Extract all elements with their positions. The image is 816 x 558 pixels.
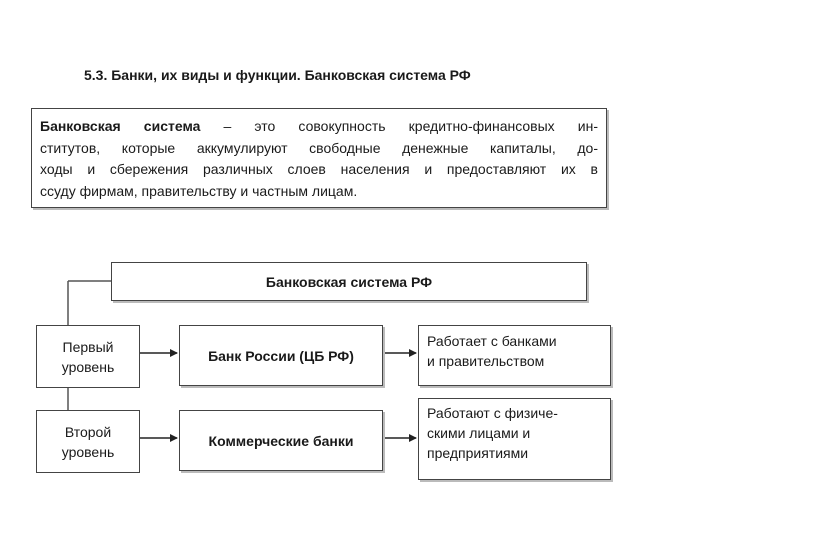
- level-1-label: [62, 337, 115, 377]
- section-heading: 5.3. Банки, их виды и функции. Банковская система РФ: [84, 67, 471, 83]
- level-1-label-line-1: Первый: [62, 338, 114, 355]
- central-bank-description-line-2: и правительством: [427, 353, 545, 369]
- central-bank-description-line-1: Работает с банками: [427, 333, 557, 349]
- definition-box: [31, 108, 607, 208]
- level-1-label-line-2: уровень: [61, 358, 115, 375]
- definition-term: Банковская система: [40, 118, 201, 134]
- commercial-banks-description-box: [418, 398, 611, 480]
- commercial-banks-description-line-1: Работают с физиче-: [427, 405, 558, 421]
- commercial-banks-description-line-3: предприятиями: [427, 445, 529, 461]
- level-2-label-line-1: Второй: [64, 423, 112, 440]
- definition-text-1: – это совокупность кредитно-финансовых ин-: [200, 118, 598, 134]
- level-2-box: [36, 410, 140, 473]
- central-bank-box: Банк России (ЦБ РФ): [179, 325, 383, 386]
- central-bank-description-box: [418, 325, 611, 386]
- level-2-label: [62, 422, 115, 462]
- definition-line-1: [40, 116, 598, 138]
- commercial-banks-box: Коммерческие банки: [179, 410, 383, 471]
- definition-line-4: ссуду фирмам, правительству и частным лицам.: [40, 182, 358, 199]
- definition-line-3: ходы и сбережения различных слоев населения и предоставляют их в: [40, 161, 598, 177]
- level-1-box: [36, 325, 140, 388]
- commercial-banks-description-line-2: скими лицами и: [427, 425, 531, 441]
- banking-system-root-box: Банковская система РФ: [111, 262, 587, 301]
- definition-line-2: ститутов, которые аккумулируют свободные денежные капиталы, до-: [40, 139, 598, 156]
- level-2-label-line-2: уровень: [61, 443, 115, 460]
